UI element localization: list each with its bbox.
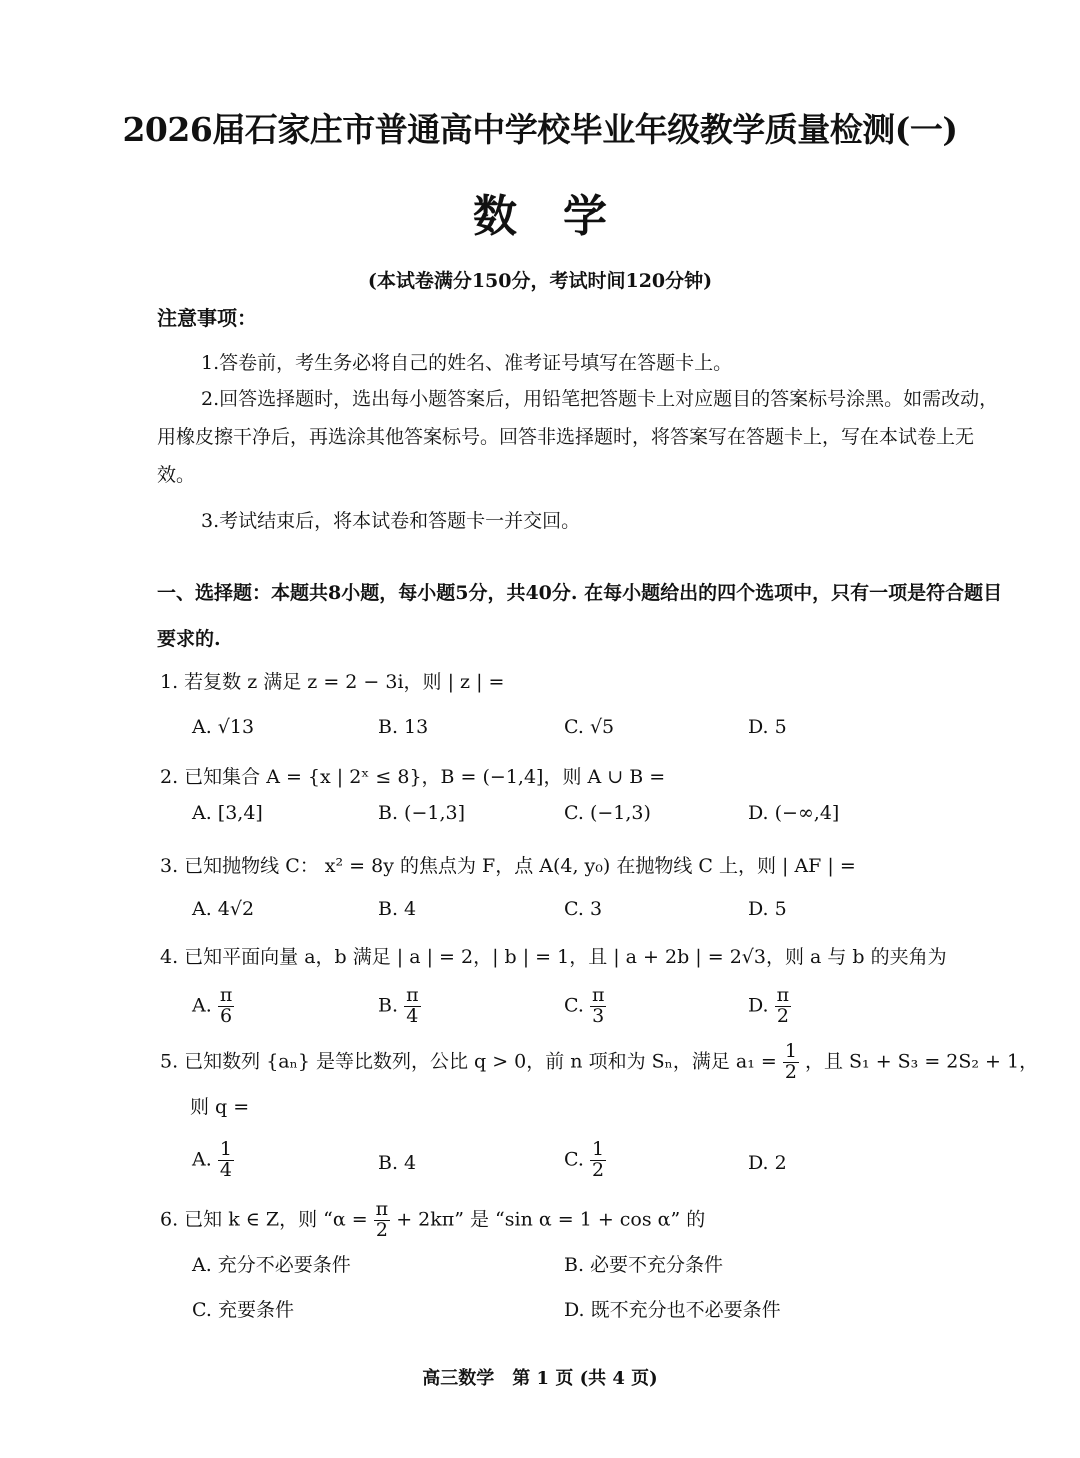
fraction: $\frac{\pi}{6}$ <box>219 984 233 1027</box>
question-1-option-b: B. 13 <box>378 716 429 738</box>
stem-text: ，且 S₁ + S₃ = 2S₂ + 1， <box>804 1050 1039 1073</box>
question-5-option-d: D. 2 <box>748 1152 787 1174</box>
stem-text: + 2kπ” 是 “sin α = 1 + cos α” 的 <box>396 1208 706 1231</box>
option-letter: C. <box>564 994 584 1017</box>
question-5-option-c <box>564 1140 606 1181</box>
fraction: $\frac{\pi}{4}$ <box>406 984 419 1027</box>
fraction: $\frac{\pi}{2}$ <box>375 1198 389 1241</box>
question-5-option-a <box>192 1140 234 1181</box>
question-1-option-d: D. 5 <box>748 716 787 738</box>
question-5-option-b: B. 4 <box>378 1152 417 1174</box>
question-3-option-a: A. 4√2 <box>192 898 255 920</box>
question-4-option-c <box>564 986 606 1027</box>
question-3-option-c: C. 3 <box>564 898 603 920</box>
fraction: $\frac{1}{2}$ <box>591 1138 605 1181</box>
stem-text: 5. 已知数列 {aₙ} 是等比数列，公比 q > 0，前 n 项和为 Sₙ，满足 a₁ = <box>160 1050 777 1073</box>
option-letter: A. <box>192 1148 212 1171</box>
question-2-option-c: C. (−1,3) <box>564 802 651 824</box>
exam-title: 2026届石家庄市普通高中学校毕业年级教学质量检测(一) <box>122 110 958 149</box>
question-2-option-a: A. [3,4] <box>192 802 263 824</box>
question-6-stem <box>160 1200 705 1241</box>
question-1-option-c: C. √5 <box>564 716 615 738</box>
question-4-stem: 4. 已知平面向量 a，b 满足 | a | = 2，| b | = 1，且 | a + 2b | = 2√3，则 a 与 b 的夹角为 <box>160 946 947 968</box>
notice-item-3: 3.考试结束后，将本试卷和答题卡一并交回。 <box>201 510 581 532</box>
question-6-option-d: D. 既不充分也不必要条件 <box>564 1299 781 1321</box>
question-2-option-d: D. (−∞,4] <box>748 802 840 824</box>
exam-meta: (本试卷满分150分，考试时间120分钟) <box>367 270 713 292</box>
question-1-stem: 1. 若复数 z 满足 z = 2 − 3i，则 | z | = <box>160 671 505 693</box>
option-letter: C. <box>564 1148 584 1171</box>
notice-heading: 注意事项： <box>157 306 257 330</box>
fraction: $\frac{\pi}{2}$ <box>776 984 790 1027</box>
option-letter: D. <box>748 994 769 1017</box>
question-5-stem-line-2: 则 q = <box>190 1096 250 1118</box>
fraction: $\frac{\pi}{3}$ <box>591 984 605 1027</box>
question-4-option-a <box>192 986 234 1027</box>
question-4-option-d <box>748 986 791 1027</box>
stem-text: 6. 已知 k ∈ Z，则 “α = <box>160 1208 368 1231</box>
fraction: $\frac{1}{4}$ <box>219 1138 232 1181</box>
notice-item-2: 2.回答选择题时，选出每小题答案后，用铅笔把答题卡上对应题目的答案标号涂黑。如需改动，用橡皮擦干净后，再选涂其他答案标号。回答非选择题时，将答案写在答题卡上，写在本试卷上无效。 <box>157 388 999 486</box>
option-letter: B. <box>378 994 399 1017</box>
question-6-option-b: B. 必要不充分条件 <box>564 1254 724 1276</box>
fraction: $\frac{1}{2}$ <box>784 1040 797 1083</box>
question-5-stem <box>160 1042 1038 1083</box>
question-2-option-b: B. (−1,3] <box>378 802 466 824</box>
subject-heading: 数学 <box>473 191 653 242</box>
question-2-stem: 2. 已知集合 A = {x | 2ˣ ≤ 8}，B = (−1,4]，则 A ∪ B = <box>160 766 666 788</box>
question-3-option-b: B. 4 <box>378 898 417 920</box>
question-3-stem: 3. 已知抛物线 C： x² = 8y 的焦点为 F，点 A(4, y₀) 在抛物线 C 上，则 | AF | = <box>160 855 856 877</box>
question-1-option-a: A. √13 <box>192 716 255 738</box>
question-6-option-c: C. 充要条件 <box>192 1299 294 1321</box>
section-heading: 一、选择题：本题共8小题，每小题5分，共40分. 在每小题给出的四个选项中，只有一项是符合题目要求的. <box>157 582 1003 650</box>
question-4-option-b <box>378 986 421 1027</box>
option-letter: A. <box>192 994 212 1017</box>
page-footer: 高三数学 第 1 页 (共 4 页) <box>422 1368 658 1389</box>
question-3-option-d: D. 5 <box>748 898 787 920</box>
question-6-option-a: A. 充分不必要条件 <box>192 1254 351 1276</box>
notice-item-1: 1.答卷前，考生务必将自己的姓名、准考证号填写在答题卡上。 <box>201 352 733 374</box>
